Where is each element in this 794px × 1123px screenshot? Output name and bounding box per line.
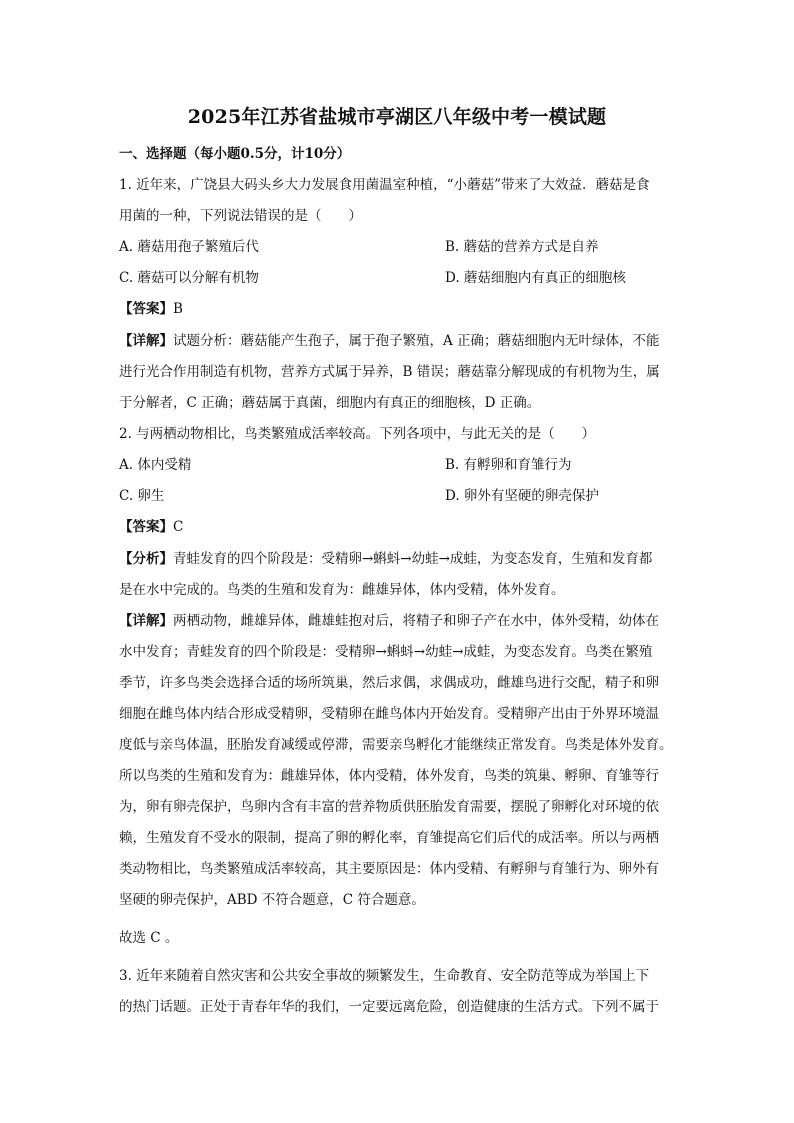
q2-detail-line-2: 水中发育；青蛙发育的四个阶段是：受精卵→蝌蚪→幼蛙→成蛙，为变态发育。鸟类在繁殖 bbox=[119, 644, 653, 660]
detail-label: 【详解】 bbox=[119, 333, 173, 349]
q2-detail-line-3: 季节，许多鸟类会选择合适的场所筑巢，然后求偶，求偶成功，雌雄鸟进行交配，精子和卵 bbox=[119, 675, 659, 691]
section-heading: 一、选择题（每小题0.5分，计10分） bbox=[119, 146, 351, 162]
q2-option-a: A. 体内受精 bbox=[119, 457, 192, 473]
q2-detail-line-6: 所以鸟类的生殖和发育为：雌雄异体，体内受精，体外发育，鸟类的筑巢、孵卵、育雏等行 bbox=[119, 768, 659, 784]
q1-stem-line-1: 1. 近年来，广饶县大码头乡大力发展食用菌温室种植，“小蘑菇”带来了大效益．蘑菇是食 bbox=[119, 177, 650, 193]
detail-text: 试题分析：蘑菇能产生孢子，属于孢子繁殖，A 正确；蘑菇细胞内无叶绿体，不能 bbox=[173, 333, 660, 349]
q2-answer bbox=[119, 517, 679, 537]
q3-stem-line-1: 3. 近年来随着自然灾害和公共安全事故的频繁发生，生命教育、安全防范等成为举国上下 bbox=[119, 968, 650, 984]
analysis-label: 【分析】 bbox=[119, 551, 173, 567]
q1-answer bbox=[119, 299, 679, 319]
q1-option-c: C. 蘑菇可以分解有机物 bbox=[119, 270, 259, 286]
answer-label: 【答案】 bbox=[119, 301, 173, 317]
q2-detail-line-8: 赖，生殖发育不受水的限制，提高了卵的孵化率，育雏提高它们后代的成活率。所以与两栖 bbox=[119, 830, 659, 846]
q2-option-d: D. 卵外有坚硬的卵壳保护 bbox=[445, 488, 599, 504]
q2-analysis-line-2: 是在水中完成的。鸟类的生殖和发育为：雌雄异体，体内受精，体外发育。 bbox=[119, 582, 565, 598]
q1-stem-line-2: 用菌的一种，下列说法错误的是（ ） bbox=[119, 208, 362, 224]
detail-label: 【详解】 bbox=[119, 613, 173, 629]
page-title: 2025年江苏省盐城市亭湖区八年级中考一模试题 bbox=[187, 106, 607, 128]
q2-detail-line-4: 细胞在雌鸟体内结合形成受精卵，受精卵在雌鸟体内开始发育。受精卵产出由于外界环境温 bbox=[119, 706, 659, 722]
q2-analysis-line-1 bbox=[119, 549, 679, 569]
q2-detail-line-7: 为，卵有卵壳保护，鸟卵内含有丰富的营养物质供胚胎发育需要，摆脱了卵孵化对环境的依 bbox=[119, 799, 659, 815]
q1-option-a: A. 蘑菇用孢子繁殖后代 bbox=[119, 239, 259, 255]
q1-detail-line-2: 进行光合作用制造有机物，营养方式属于异养，B 错误；蘑菇靠分解现成的有机物为生，属 bbox=[119, 364, 660, 380]
q2-detail-line-5: 度低与亲鸟体温，胚胎发育减缓或停滞，需要亲鸟孵化才能继续正常发育。鸟类是体外发育。 bbox=[119, 737, 673, 753]
q1-option-b: B. 蘑菇的营养方式是自养 bbox=[445, 239, 599, 255]
answer-value: B bbox=[173, 301, 183, 317]
q1-option-d: D. 蘑菇细胞内有真正的细胞核 bbox=[445, 270, 626, 286]
q2-option-c: C. 卵生 bbox=[119, 488, 165, 504]
q1-detail-line-1 bbox=[119, 331, 679, 351]
q2-detail-line-9: 类动物相比，鸟类繁殖成活率较高，其主要原因是：体内受精、有孵卵与育雏行为、卵外有 bbox=[119, 861, 659, 877]
answer-value: C bbox=[173, 519, 184, 535]
detail-text: 两栖动物，雌雄异体，雌雄蛙抱对后，将精子和卵子产在水中，体外受精，幼体在 bbox=[173, 613, 659, 629]
q3-stem-line-2: 的热门话题。正处于青春年华的我们，一定要远离危险，创造健康的生活方式。下列不属于 bbox=[119, 999, 659, 1015]
q2-detail-line-10: 坚硬的卵壳保护，ABD 不符合题意，C 符合题意。 bbox=[119, 892, 425, 908]
q1-detail-line-3: 于分解者，C 正确；蘑菇属于真菌，细胞内有真正的细胞核，D 正确。 bbox=[119, 395, 541, 411]
q2-detail-line-1 bbox=[119, 611, 679, 631]
answer-label: 【答案】 bbox=[119, 519, 173, 535]
q2-stem-line-1: 2. 与两栖动物相比，鸟类繁殖成活率较高。下列各项中，与此无关的是（ ） bbox=[119, 426, 596, 442]
q2-option-b: B. 有孵卵和育雏行为 bbox=[445, 457, 572, 473]
analysis-text: 青蛙发育的四个阶段是：受精卵→蝌蚪→幼蛙→成蛙，为变态发育，生殖和发育都 bbox=[173, 551, 653, 567]
q2-conclusion: 故选 C 。 bbox=[119, 930, 179, 946]
